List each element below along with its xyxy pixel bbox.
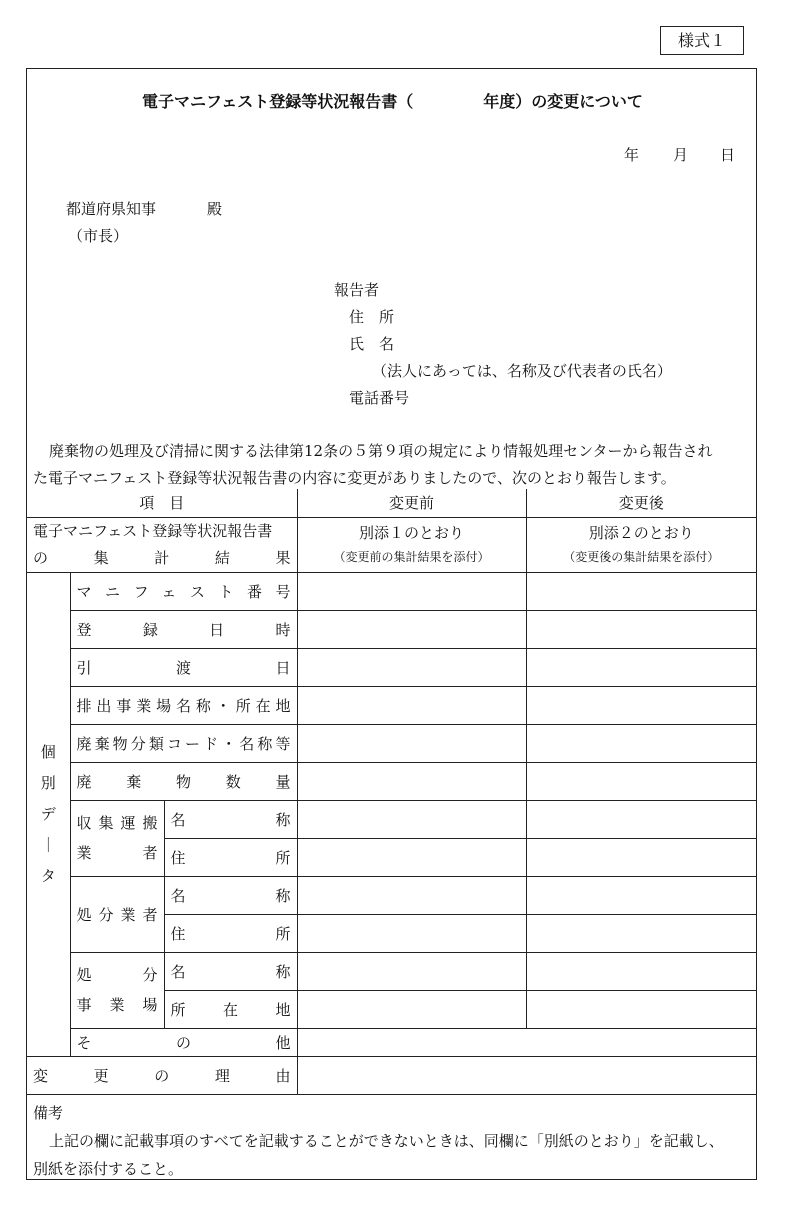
disposer-address-after-cell[interactable] — [526, 914, 756, 952]
disposal-site-label-line-2: 事業場 — [76, 996, 158, 1014]
group-char: デ — [40, 804, 56, 823]
summary-after-line-2: （変更後の集計結果を添付） — [563, 549, 720, 564]
form-title — [27, 89, 758, 112]
row-label-collector-address: 住所 — [164, 838, 297, 876]
reporter-name-label: 氏 名 — [349, 335, 395, 353]
disposer-name-before-cell[interactable] — [297, 876, 526, 914]
date-day: 日 — [720, 146, 736, 164]
reason-cell[interactable] — [297, 1056, 756, 1094]
site-name-before-cell[interactable] — [297, 952, 526, 990]
waste-code-after-cell[interactable] — [526, 724, 756, 762]
form-number-box: 様式１ — [660, 26, 744, 55]
row-label-collector — [70, 800, 164, 876]
collector-name-after-cell[interactable] — [526, 800, 756, 838]
group-char: 別 — [40, 773, 56, 792]
table-row — [27, 648, 756, 686]
row-label-site-name: 名称 — [164, 952, 297, 990]
title-left: 電子マニフェスト登録等状況報告書（ — [142, 92, 414, 111]
change-table — [27, 489, 756, 1187]
row-label-disposer-name: 名称 — [164, 876, 297, 914]
row-label-waste-qty: 廃棄物数量 — [70, 762, 297, 800]
row-label-disposer: 処分業者 — [70, 876, 164, 952]
table-row — [27, 724, 756, 762]
table-row — [27, 762, 756, 800]
reporter-phone-label: 電話番号 — [349, 389, 410, 407]
row-label-manifest-no: マニフェスト番号 — [70, 572, 297, 610]
site-location-after-cell[interactable] — [526, 990, 756, 1028]
collector-label-line-1: 収集運搬 — [76, 814, 158, 832]
summary-label-line-1: 電子マニフェスト登録等状況報告書 — [33, 521, 273, 540]
table-row — [27, 952, 756, 990]
header-item: 項 目 — [27, 489, 297, 517]
discharge-site-before-cell[interactable] — [297, 686, 526, 724]
remarks-title: 備考 — [33, 1103, 64, 1122]
site-name-after-cell[interactable] — [526, 952, 756, 990]
handover-date-before-cell[interactable] — [297, 648, 526, 686]
table-row — [27, 572, 756, 610]
row-label-site-location: 所在地 — [164, 990, 297, 1028]
collector-label-line-2: 業者 — [76, 844, 158, 862]
table-row — [27, 876, 756, 914]
reg-datetime-before-cell[interactable] — [297, 610, 526, 648]
date-month: 月 — [673, 146, 689, 164]
collector-address-after-cell[interactable] — [526, 838, 756, 876]
table-row — [27, 800, 756, 838]
addressee-honorific: 殿 — [207, 200, 223, 218]
disposer-name-after-cell[interactable] — [526, 876, 756, 914]
summary-after[interactable] — [526, 517, 756, 572]
table-row — [27, 1056, 756, 1094]
addressee-alt: （市長） — [68, 227, 129, 245]
remarks-line-1: 上記の欄に記載事項のすべてを記載することができないときは、同欄に「別紙のとおり」を記載し、 — [49, 1131, 724, 1150]
addressee-name: 都道府県知事 — [66, 200, 157, 218]
row-label-disposer-address: 住所 — [164, 914, 297, 952]
discharge-site-after-cell[interactable] — [526, 686, 756, 724]
reg-datetime-after-cell[interactable] — [526, 610, 756, 648]
date-year: 年 — [624, 146, 640, 164]
row-label-disposal-site — [70, 952, 164, 1028]
summary-before[interactable] — [297, 517, 526, 572]
waste-qty-after-cell[interactable] — [526, 762, 756, 800]
header-after: 変更後 — [526, 489, 756, 517]
summary-before-line-1: 別添１のとおり — [358, 523, 464, 542]
collector-name-before-cell[interactable] — [297, 800, 526, 838]
row-label-reason: 変更の理由 — [27, 1056, 297, 1094]
group-char: 個 — [40, 742, 56, 761]
report-form — [26, 68, 757, 1180]
reporter-label: 報告者 — [334, 281, 380, 299]
reporter-address-label: 住 所 — [349, 308, 395, 326]
summary-label-line-2: の 集 計 結 果 — [33, 548, 291, 567]
table-row — [27, 686, 756, 724]
intro-line-2: た電子マニフェスト登録等状況報告書の内容に変更がありましたので、次のとおり報告します。 — [33, 469, 676, 487]
row-label-discharge-site: 排出事業場名称・所在地 — [70, 686, 297, 724]
waste-code-before-cell[interactable] — [297, 724, 526, 762]
reporter-name-note: （法人にあっては、名称及び代表者の氏名） — [372, 362, 672, 380]
intro-line-1: 廃棄物の処理及び清掃に関する法律第12条の５第９項の規定により情報処理センターから報告され — [49, 442, 713, 460]
individual-data-label — [27, 572, 70, 1056]
remarks-line-2: 別紙を添付すること。 — [33, 1159, 184, 1178]
manifest-no-before-cell[interactable] — [297, 572, 526, 610]
disposal-site-label-line-1: 処分 — [76, 966, 158, 984]
collector-address-before-cell[interactable] — [297, 838, 526, 876]
remarks-cell — [27, 1094, 756, 1187]
other-cell[interactable] — [297, 1028, 756, 1056]
summary-after-line-1: 別添２のとおり — [588, 523, 694, 542]
summary-label — [27, 517, 297, 572]
table-header-row — [27, 489, 756, 517]
summary-before-line-2: （変更前の集計結果を添付） — [333, 549, 490, 564]
remarks-row — [27, 1094, 756, 1187]
manifest-no-after-cell[interactable] — [526, 572, 756, 610]
table-row — [27, 610, 756, 648]
waste-qty-before-cell[interactable] — [297, 762, 526, 800]
row-label-handover-date: 引渡日 — [70, 648, 297, 686]
row-label-reg-datetime: 登録日時 — [70, 610, 297, 648]
group-char: ｜ — [40, 835, 56, 854]
row-label-collector-name: 名称 — [164, 800, 297, 838]
summary-row — [27, 517, 756, 572]
disposer-address-before-cell[interactable] — [297, 914, 526, 952]
row-label-waste-code: 廃棄物分類コード・名称等 — [70, 724, 297, 762]
site-location-before-cell[interactable] — [297, 990, 526, 1028]
title-right: 年度）の変更について — [483, 92, 643, 111]
group-char: タ — [40, 866, 56, 885]
handover-date-after-cell[interactable] — [526, 648, 756, 686]
table-row — [27, 1028, 756, 1056]
row-label-other: その他 — [70, 1028, 297, 1056]
header-before: 変更前 — [297, 489, 526, 517]
